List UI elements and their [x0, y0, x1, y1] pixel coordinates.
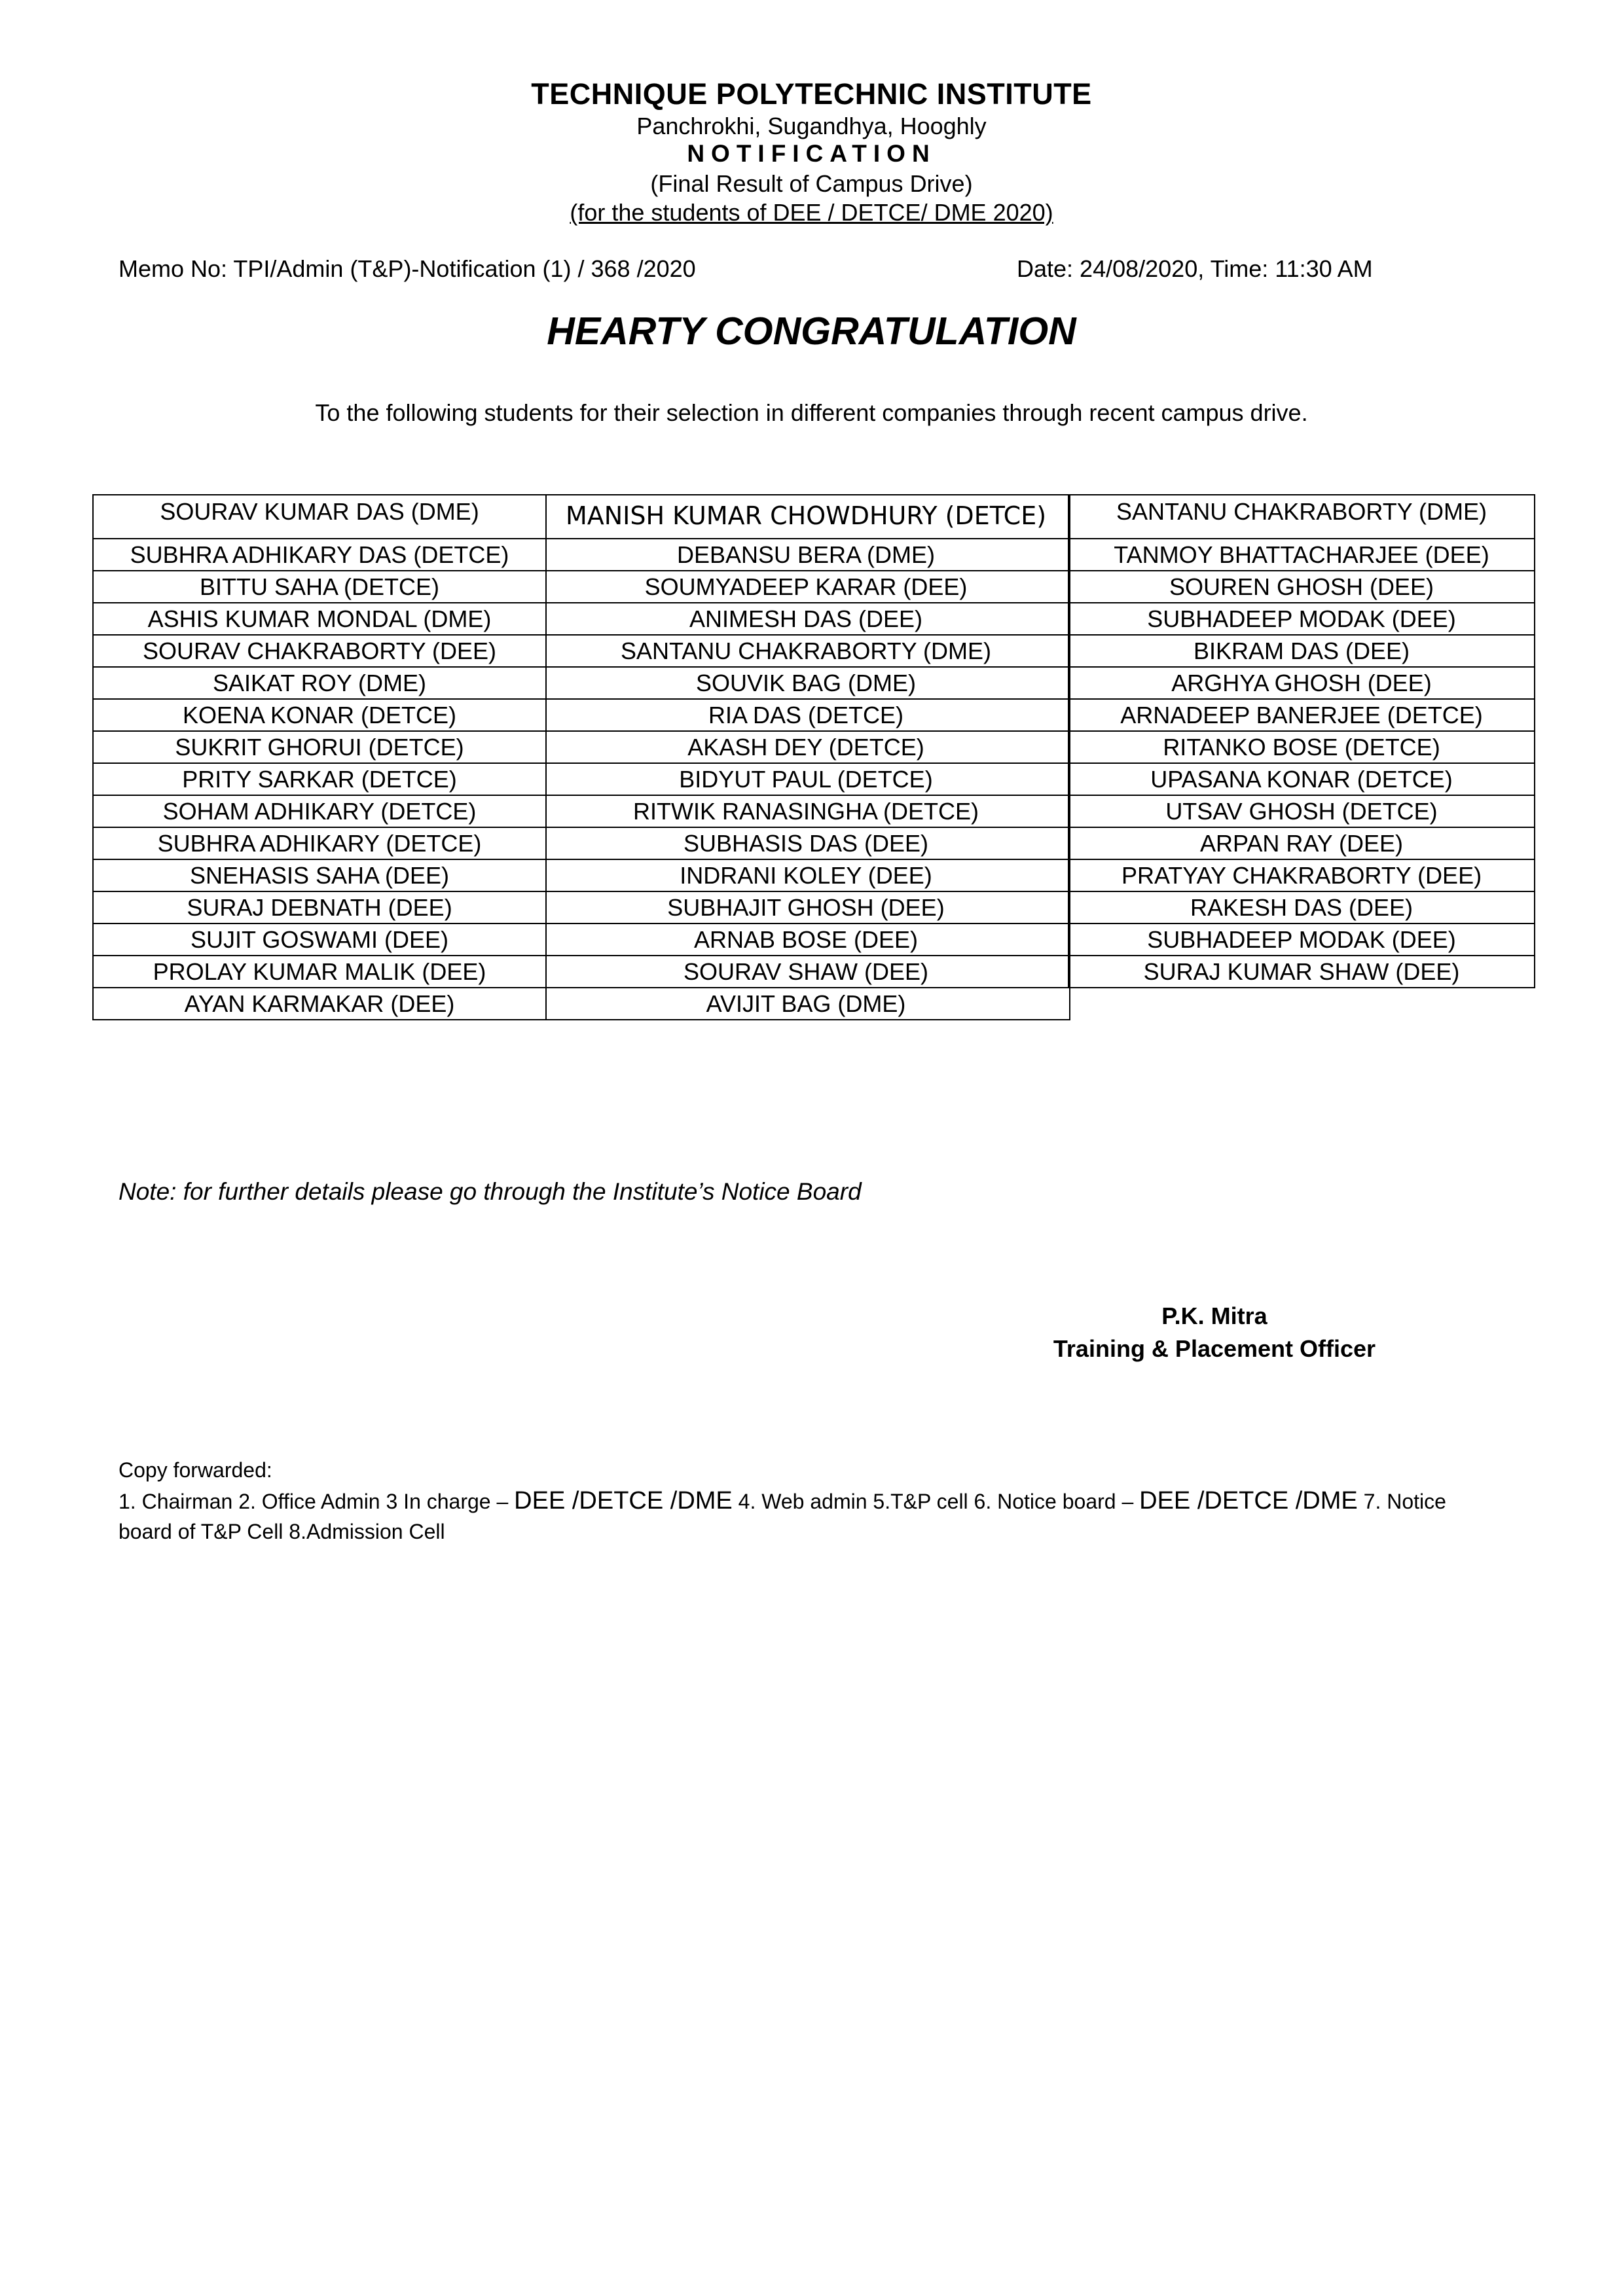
student-name-cell: SUJIT GOSWAMI (DEE) — [94, 924, 545, 956]
memo-number: Memo No: TPI/Admin (T&P)-Notification (1) / 368 /2020 — [119, 255, 696, 282]
student-name-cell: SOURAV KUMAR DAS (DME) — [94, 495, 545, 539]
students-column-2 — [543, 494, 1070, 1020]
student-name-cell: SNEHASIS SAHA (DEE) — [94, 860, 545, 892]
students-column-3 — [1068, 494, 1535, 988]
copy-forwarded-list — [119, 1486, 1500, 1547]
student-name-cell: SOHAM ADHIKARY (DETCE) — [94, 796, 545, 828]
student-name-cell: SUKRIT GHORUI (DETCE) — [94, 732, 545, 764]
copy-forwarded-label: Copy forwarded: — [119, 1458, 272, 1482]
student-name-cell: AKASH DEY (DETCE) — [543, 732, 1069, 764]
student-name-cell: TANMOY BHATTACHARJEE (DEE) — [1069, 539, 1534, 571]
student-name-cell: SANTANU CHAKRABORTY (DME) — [1069, 495, 1534, 539]
student-name-cell: SUBHADEEP MODAK (DEE) — [1069, 603, 1534, 636]
signatory-title: Training & Placement Officer — [1053, 1335, 1376, 1362]
student-name-cell: ARPAN RAY (DEE) — [1069, 828, 1534, 860]
student-name-cell: SOURAV SHAW (DEE) — [543, 956, 1069, 988]
student-name-cell: RIA DAS (DETCE) — [543, 700, 1069, 732]
student-name-cell: BIDYUT PAUL (DETCE) — [543, 764, 1069, 796]
student-name-cell: SAIKAT ROY (DME) — [94, 668, 545, 700]
student-name-cell: PRATYAY CHAKRABORTY (DEE) — [1069, 860, 1534, 892]
copy-dept-1: DEE /DETCE /DME — [514, 1487, 733, 1515]
copy-part-1: 1. Chairman 2. Office Admin 3 In charge – — [119, 1490, 515, 1513]
note-text: Note: for further details please go through the Institute’s Notice Board — [119, 1178, 862, 1205]
student-name-cell: BIKRAM DAS (DEE) — [1069, 636, 1534, 668]
copy-dept-2: DEE /DETCE /DME — [1139, 1487, 1358, 1515]
notification-heading: NOTIFICATION — [687, 140, 936, 167]
student-name-cell: ARGHYA GHOSH (DEE) — [1069, 668, 1534, 700]
student-name-cell: SUBHAJIT GHOSH (DEE) — [543, 892, 1069, 924]
institute-address: Panchrokhi, Sugandhya, Hooghly — [636, 113, 987, 139]
student-name-cell: SOUVIK BAG (DME) — [543, 668, 1069, 700]
student-name-cell: SOUMYADEEP KARAR (DEE) — [543, 571, 1069, 603]
student-name-cell: SUBHRA ADHIKARY (DETCE) — [94, 828, 545, 860]
congratulation-heading: HEARTY CONGRATULATION — [547, 310, 1076, 353]
student-name-cell: RITANKO BOSE (DETCE) — [1069, 732, 1534, 764]
student-name-cell: DEBANSU BERA (DME) — [543, 539, 1069, 571]
student-name-cell: MANISH KUMAR CHOWDHURY (DETCE) — [543, 495, 1069, 539]
student-name-cell: INDRANI KOLEY (DEE) — [543, 860, 1069, 892]
student-name-cell: ANIMESH DAS (DEE) — [543, 603, 1069, 636]
student-name-cell: AVIJIT BAG (DME) — [543, 988, 1069, 1020]
institute-name: TECHNIQUE POLYTECHNIC INSTITUTE — [531, 77, 1092, 111]
student-name-cell: SURAJ KUMAR SHAW (DEE) — [1069, 956, 1534, 988]
student-name-cell: RAKESH DAS (DEE) — [1069, 892, 1534, 924]
student-name-cell: SUBHRA ADHIKARY DAS (DETCE) — [94, 539, 545, 571]
student-name-cell: SURAJ DEBNATH (DEE) — [94, 892, 545, 924]
student-name-cell: SOUREN GHOSH (DEE) — [1069, 571, 1534, 603]
student-name-cell: PRITY SARKAR (DETCE) — [94, 764, 545, 796]
student-name-cell: PROLAY KUMAR MALIK (DEE) — [94, 956, 545, 988]
student-name-cell: ARNAB BOSE (DEE) — [543, 924, 1069, 956]
student-name-cell: ARNADEEP BANERJEE (DETCE) — [1069, 700, 1534, 732]
student-name-cell: SUBHADEEP MODAK (DEE) — [1069, 924, 1534, 956]
students-column-1 — [92, 494, 547, 1020]
student-name-cell: UTSAV GHOSH (DETCE) — [1069, 796, 1534, 828]
student-name-cell: SOURAV CHAKRABORTY (DEE) — [94, 636, 545, 668]
student-name-cell: KOENA KONAR (DETCE) — [94, 700, 545, 732]
date-time: Date: 24/08/2020, Time: 11:30 AM — [1017, 255, 1373, 282]
student-name-cell: BITTU SAHA (DETCE) — [94, 571, 545, 603]
copy-part-3: 7. Notice board of T&P Cell 8.Admission Cell — [119, 1490, 1446, 1543]
copy-part-2: 4. Web admin 5.T&P cell 6. Notice board – — [732, 1490, 1140, 1513]
student-name-cell: UPASANA KONAR (DETCE) — [1069, 764, 1534, 796]
student-name-cell: ASHIS KUMAR MONDAL (DME) — [94, 603, 545, 636]
student-name-cell: SANTANU CHAKRABORTY (DME) — [543, 636, 1069, 668]
signatory-name: P.K. Mitra — [1161, 1302, 1267, 1329]
student-name-cell: SUBHASIS DAS (DEE) — [543, 828, 1069, 860]
target-students-text: (for the students of DEE / DETCE/ DME 2020) — [570, 199, 1053, 226]
student-name-cell: AYAN KARMAKAR (DEE) — [94, 988, 545, 1020]
target-students — [0, 199, 1623, 226]
notification-subtitle: (Final Result of Campus Drive) — [650, 170, 973, 197]
student-name-cell: RITWIK RANASINGHA (DETCE) — [543, 796, 1069, 828]
intro-text: To the following students for their selection in different companies through recent campus drive. — [315, 399, 1308, 426]
